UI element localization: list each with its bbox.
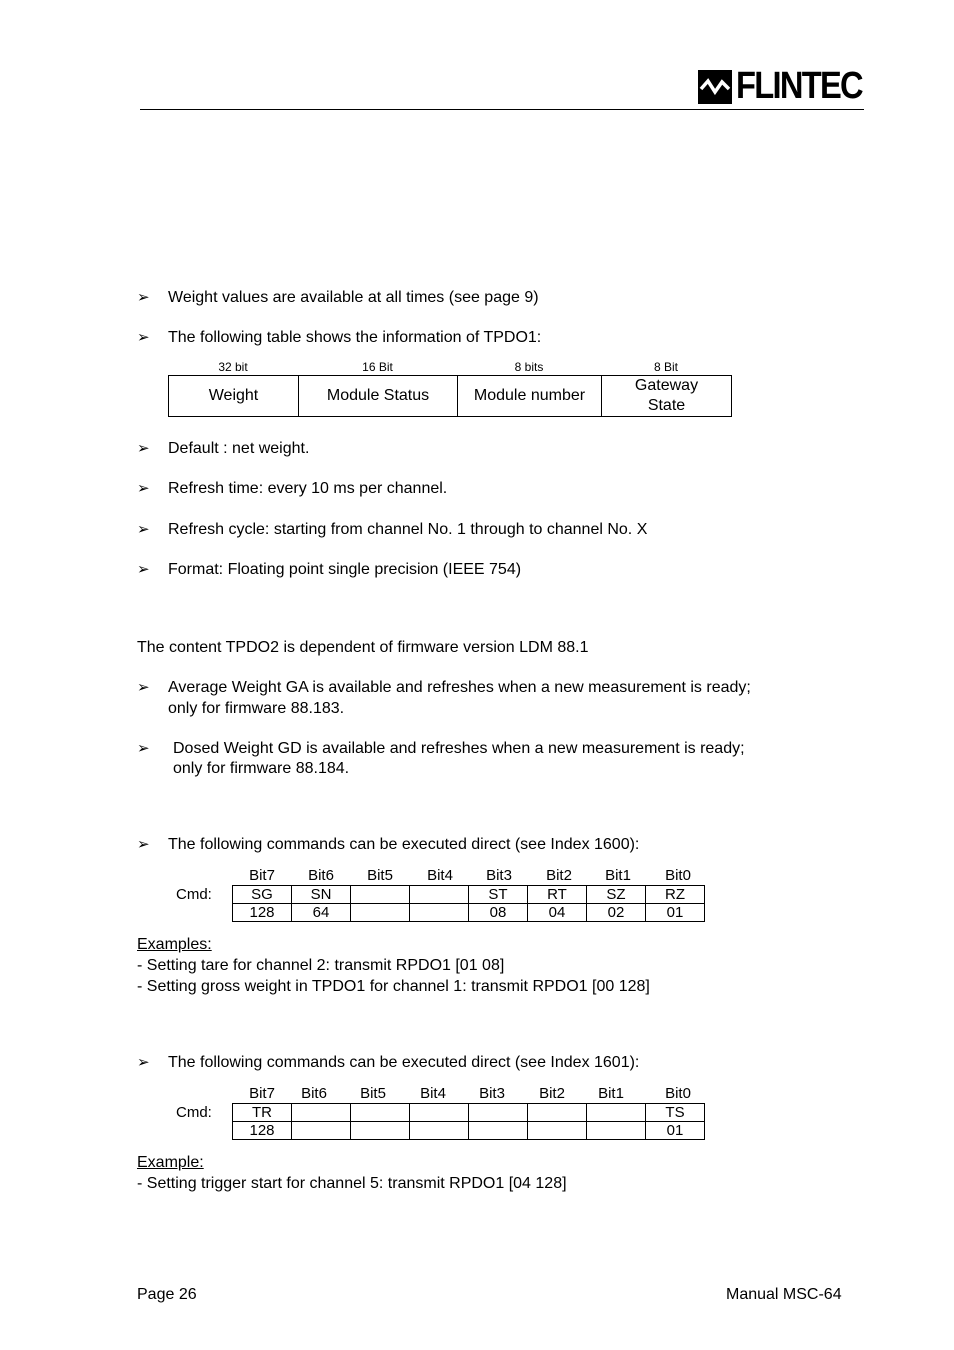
bullet-icon: ➢ — [137, 440, 150, 457]
tpdo1-refresh-cycle: Refresh cycle: starting from channel No. 1 through to channel No. X — [168, 521, 648, 538]
examples-heading: Examples: — [137, 936, 212, 953]
table-cell: RT — [528, 886, 587, 904]
bullet-icon: ➢ — [137, 289, 150, 306]
table-cell: 01 — [646, 904, 705, 922]
bit-header: Bit2 — [539, 1085, 565, 1102]
table-cell — [528, 1104, 587, 1122]
tpdo2-average-weight-line2: only for firmware 88.183. — [168, 700, 345, 717]
tpdo2-intro: The content TPDO2 is dependent of firmware version LDM 88.1 — [137, 639, 589, 656]
rpdo1600-intro: The following commands can be executed direct (see Index 1600): — [168, 836, 640, 853]
bit-header: Bit1 — [605, 867, 631, 884]
table-row — [233, 886, 705, 904]
bit-header: Bit5 — [360, 1085, 386, 1102]
rpdo1601-bit-table — [232, 1103, 705, 1140]
table-cell: 04 — [528, 904, 587, 922]
tpdo2-dosed-weight-line2: only for firmware 88.184. — [173, 760, 350, 777]
example-heading: Example: — [137, 1154, 204, 1171]
tpdo1-default: Default : net weight. — [168, 440, 310, 457]
table-cell — [292, 1122, 351, 1140]
bit-header: Bit3 — [479, 1085, 505, 1102]
bit-header: Bit0 — [665, 867, 691, 884]
table-row — [169, 376, 732, 417]
bit-header: Bit2 — [546, 867, 572, 884]
tpdo1-cell-gateway-state: Gateway State — [602, 376, 732, 417]
flintec-logo-mark-icon — [698, 70, 732, 104]
table-cell — [410, 904, 469, 922]
tpdo1-table — [168, 375, 732, 417]
cmd-label: Cmd: — [176, 1104, 212, 1121]
table-cell — [587, 1122, 646, 1140]
bullet-icon: ➢ — [137, 561, 150, 578]
table-cell: 128 — [233, 1122, 292, 1140]
table-cell: TS — [646, 1104, 705, 1122]
table-cell: 02 — [587, 904, 646, 922]
bullet-icon: ➢ — [137, 521, 150, 538]
table-cell — [410, 1104, 469, 1122]
flintec-logo — [698, 65, 864, 107]
bit-header: Bit6 — [308, 867, 334, 884]
bit-header: Bit1 — [598, 1085, 624, 1102]
bullet-icon: ➢ — [137, 329, 150, 346]
bullet-icon: ➢ — [137, 836, 150, 853]
rpdo1600-bit-table — [232, 885, 705, 922]
tpdo1-cell-module-status: Module Status — [299, 376, 458, 417]
bit-header: Bit5 — [367, 867, 393, 884]
tpdo1-format: Format: Floating point single precision (IEEE 754) — [168, 561, 522, 578]
table-cell — [410, 1122, 469, 1140]
table-cell — [528, 1122, 587, 1140]
table-row — [233, 904, 705, 922]
table-cell: ST — [469, 886, 528, 904]
table-cell — [587, 1104, 646, 1122]
table-cell: 08 — [469, 904, 528, 922]
table-cell — [469, 1122, 528, 1140]
tpdo1-bullet-availability: Weight values are available at all times (see page 9) — [168, 289, 539, 306]
bit-header: Bit4 — [420, 1085, 446, 1102]
table-cell — [410, 886, 469, 904]
tpdo2-dosed-weight-line1: Dosed Weight GD is available and refreshes when a new measurement is ready; — [173, 740, 745, 757]
tpdo1-bullet-table-intro: The following table shows the information of TPDO1: — [168, 329, 542, 346]
table-cell: 128 — [233, 904, 292, 922]
bit-caption-module-number: 8 bits — [514, 360, 544, 374]
tpdo1-cell-weight: Weight — [169, 376, 299, 417]
bit-header: Bit0 — [665, 1085, 691, 1102]
bit-header: Bit7 — [249, 1085, 275, 1102]
tpdo1-refresh-time: Refresh time: every 10 ms per channel. — [168, 480, 448, 497]
table-cell: SG — [233, 886, 292, 904]
example-gross: - Setting gross weight in TPDO1 for channel 1: transmit RPDO1 [00 128] — [137, 978, 650, 995]
tpdo2-average-weight-line1: Average Weight GA is available and refreshes when a new measurement is ready; — [168, 679, 751, 696]
bullet-icon: ➢ — [137, 679, 150, 696]
bit-caption-gateway-state: 8 Bit — [653, 360, 678, 374]
table-cell — [351, 904, 410, 922]
table-row — [233, 1122, 705, 1140]
table-cell — [292, 1104, 351, 1122]
tpdo1-cell-module-number: Module number — [458, 376, 602, 417]
footer-page-number: Page 26 — [137, 1286, 197, 1303]
logo-text: FLINTEC — [736, 65, 862, 107]
table-cell — [469, 1104, 528, 1122]
table-cell — [351, 886, 410, 904]
table-cell: SN — [292, 886, 351, 904]
bit-header: Bit3 — [486, 867, 512, 884]
bit-header: Bit4 — [427, 867, 453, 884]
example-tare: - Setting tare for channel 2: transmit RPDO1 [01 08] — [137, 957, 505, 974]
bit-caption-weight: 32 bit — [218, 360, 248, 374]
table-cell: SZ — [587, 886, 646, 904]
bullet-icon: ➢ — [137, 740, 150, 757]
table-cell: RZ — [646, 886, 705, 904]
rpdo1601-intro: The following commands can be executed direct (see Index 1601): — [168, 1054, 640, 1071]
bullet-icon: ➢ — [137, 480, 150, 497]
bit-header: Bit7 — [249, 867, 275, 884]
table-cell — [351, 1104, 410, 1122]
bit-caption-module-status: 16 Bit — [362, 360, 393, 374]
bullet-icon: ➢ — [137, 1054, 150, 1071]
cmd-label: Cmd: — [176, 886, 212, 903]
table-cell — [351, 1122, 410, 1140]
example-trigger-start: - Setting trigger start for channel 5: transmit RPDO1 [04 128] — [137, 1175, 567, 1192]
header-rule — [140, 109, 864, 110]
table-cell: 01 — [646, 1122, 705, 1140]
footer-manual-name: Manual MSC-64 — [726, 1286, 842, 1303]
table-cell: 64 — [292, 904, 351, 922]
table-row — [233, 1104, 705, 1122]
bit-header: Bit6 — [301, 1085, 327, 1102]
table-cell: TR — [233, 1104, 292, 1122]
